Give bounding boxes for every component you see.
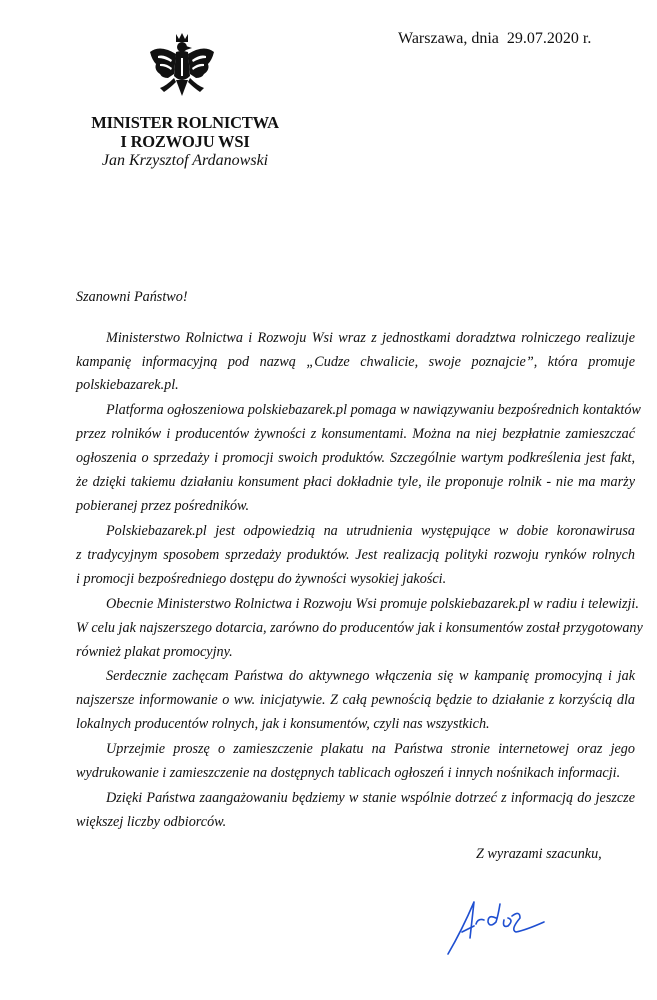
paragraph-line: Polskiebazarek.pl jest odpowiedzią na utrudnienia występujące w dobie koronawirusa — [106, 523, 635, 539]
paragraph-line: Obecnie Ministerstwo Rolnictwa i Rozwoju Wsi promuje polskiebazarek.pl w radiu i telewizji. — [106, 596, 639, 612]
paragraph-line: Dzięki Państwa zaangażowaniu będziemy w stanie wspólnie dotrzeć z informacją do jeszcze — [106, 790, 635, 806]
paragraph-line: wydrukowanie i zamieszczenie na dostępnych tablicach ogłoszeń i innych nośnikach informacji. — [76, 765, 621, 781]
paragraph-line: ogłoszenia o sprzedaży i promocji swoich produktów. Szczególnie wartym podkreślenia jest fakt, — [76, 450, 635, 466]
institution-title-line2: I ROZWOJU WSI — [120, 132, 250, 151]
paragraph-line: najszersze informowanie o ww. inicjatywie. Z całą pewnością będzie to działanie z korzyścią dla — [76, 692, 635, 708]
signature-icon — [440, 890, 570, 960]
paragraph-line: lokalnych producentów rolnych, jak i konsumentów, czyli nas wszystkich. — [76, 716, 490, 732]
closing-phrase: Z wyrazami szacunku, — [476, 846, 602, 862]
institution-title-line1: MINISTER ROLNICTWA — [91, 113, 279, 132]
paragraph-line: również plakat promocyjny. — [76, 644, 233, 660]
polish-eagle-emblem-icon — [146, 30, 218, 110]
paragraph-line: kampanię informacyjną pod nazwą „Cudze chwalicie, swoje poznajcie”, która promuje — [76, 354, 635, 370]
paragraph-line: Uprzejmie proszę o zamieszczenie plakatu na Państwa stronie internetowej oraz jego — [106, 741, 635, 757]
place-and-date: Warszawa, dnia 29.07.2020 r. — [398, 30, 592, 47]
paragraph-line: z tradycyjnym sposobem sprzedaży produktów. Jest realizacją polityki rozwoju rynków rolnych — [76, 547, 635, 563]
paragraph-line: i promocji bezpośredniego dostępu do żywności wysokiej jakości. — [76, 571, 447, 587]
paragraph-line: polskiebazarek.pl. — [76, 377, 179, 393]
paragraph-line: pobieranej przez pośredników. — [76, 498, 249, 514]
paragraph-line: Platforma ogłoszeniowa polskiebazarek.pl pomaga w nawiązywaniu bezpośrednich kontaktów — [106, 402, 641, 418]
paragraph-line: W celu jak najszerszego dotarcia, zarówno do producentów jak i konsumentów został przygotowany — [76, 620, 643, 636]
sender-header — [60, 113, 310, 171]
paragraph-line: przez rolników i producentów żywności z konsumentami. Można na niej bezpłatnie zamieszczać — [76, 426, 635, 442]
minister-name: Jan Krzysztof Ardanowski — [101, 152, 269, 169]
paragraph-line: Serdecznie zachęcam Państwa do aktywnego włączenia się w kampanię promocyjną i jak — [106, 668, 635, 684]
paragraph-line: Ministerstwo Rolnictwa i Rozwoju Wsi wraz z jednostkami doradztwa rolniczego realizuje — [106, 330, 635, 346]
paragraph-line: że dzięki takiemu działaniu konsument płaci dokładnie tyle, ile proponuje rolnik - nie ma marży — [76, 474, 635, 490]
paragraph-line: większej liczby odbiorców. — [76, 814, 227, 830]
salutation: Szanowni Państwo! — [76, 289, 188, 305]
